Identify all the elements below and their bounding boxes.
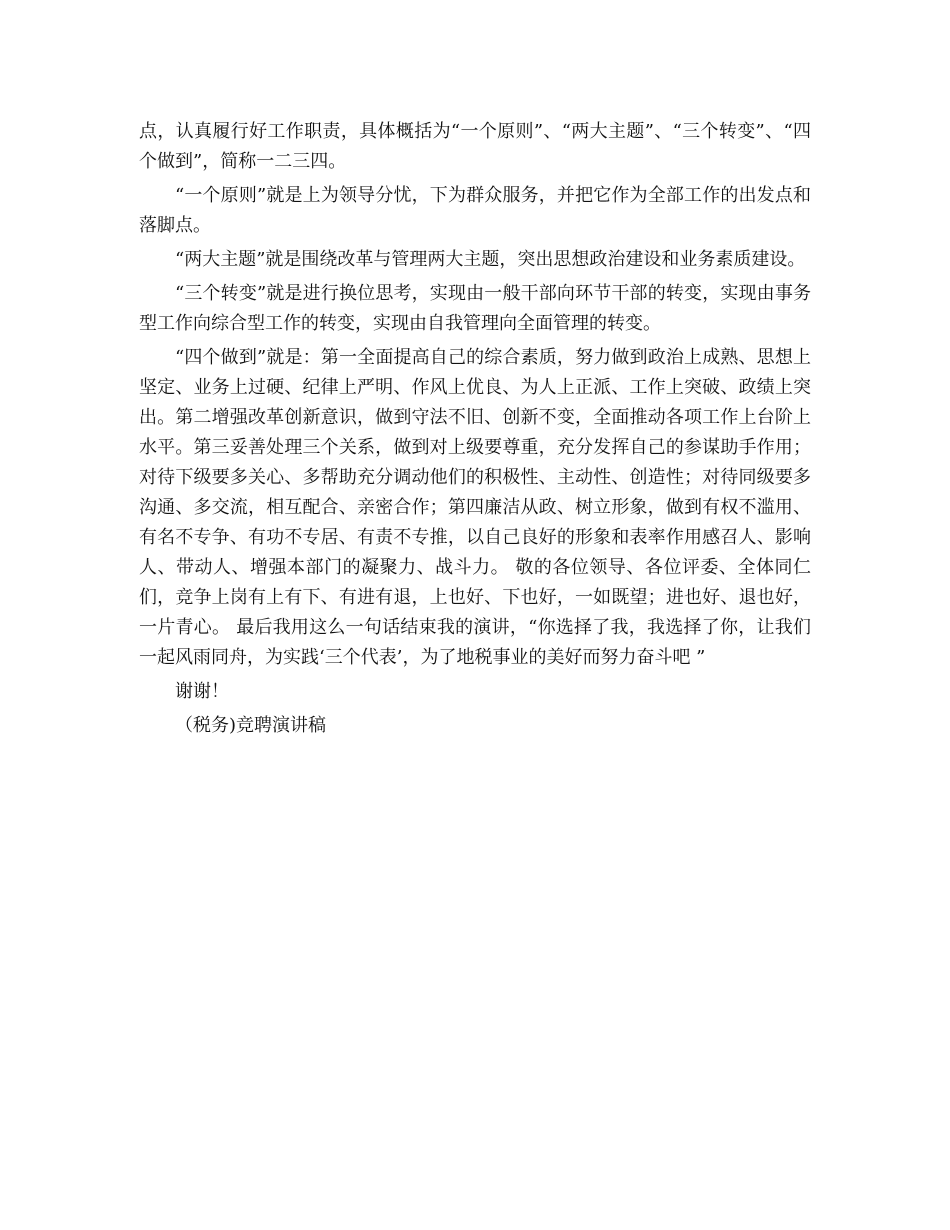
paragraph-three-changes: “三个转变”就是进行换位思考，实现由一般干部向环节干部的转变，实现由事务型工作向综合型工作的转变，实现由自我管理向全面管理的转变。 <box>139 283 811 334</box>
paragraph-thanks: 谢谢！ <box>175 681 229 702</box>
paragraph-one-principle: “一个原则”就是上为领导分忧，下为群众服务，并把它作为全部工作的出发点和落脚点。 <box>139 185 811 236</box>
paragraph-continuation: 点，认真履行好工作职责，具体概括为“一个原则”、“两大主题”、“三个转变”、“四个做到”，简称一二三四。 <box>139 121 811 172</box>
paragraph-four-achievements: “四个做到”就是：第一全面提高自己的综合素质，努力做到政治上成熟、思想上坚定、业务上过硬、纪律上严明、作风上优良、为人上正派、工作上突破、政绩上突出。第二增强改革创新意识，做到守法不旧、创新不变，全面推动各项工作上台阶上水平。第三妥善处理三个关系，做到对上级要尊重，充分发挥自己的参谋助手作用；对待下级要多关心、多帮助充分调动他们的积极性、主动性、创造性；对待同级要多沟通、多交流，相互配合、亲密合作；第四廉洁从政、树立形象，做到有权不滥用、有名不专争、有功不专居、有责不专推，以自己良好的形象和表率作用感召人、影响人、带动人、增强本部门的凝聚力、战斗力。 敬的各位领导、各位评委、全体同仁们，竞争上岗有上有下、有进有退，上也好、下也好，一如既望；进也好、退也好，一片青心。 最后我用这么一句话结束我的演讲，“你选择了我，我选择了你，让我们一起风雨同舟，为实践‘三个代表’，为了地税事业的美好而努力奋斗吧 ” <box>139 347 811 668</box>
document-body <box>139 117 811 745</box>
paragraph-two-themes: “两大主题”就是围绕改革与管理两大主题，突出思想政治建设和业务素质建设。 <box>175 249 806 270</box>
document-footer-title: （税务)竞聘演讲稿 <box>175 715 327 736</box>
